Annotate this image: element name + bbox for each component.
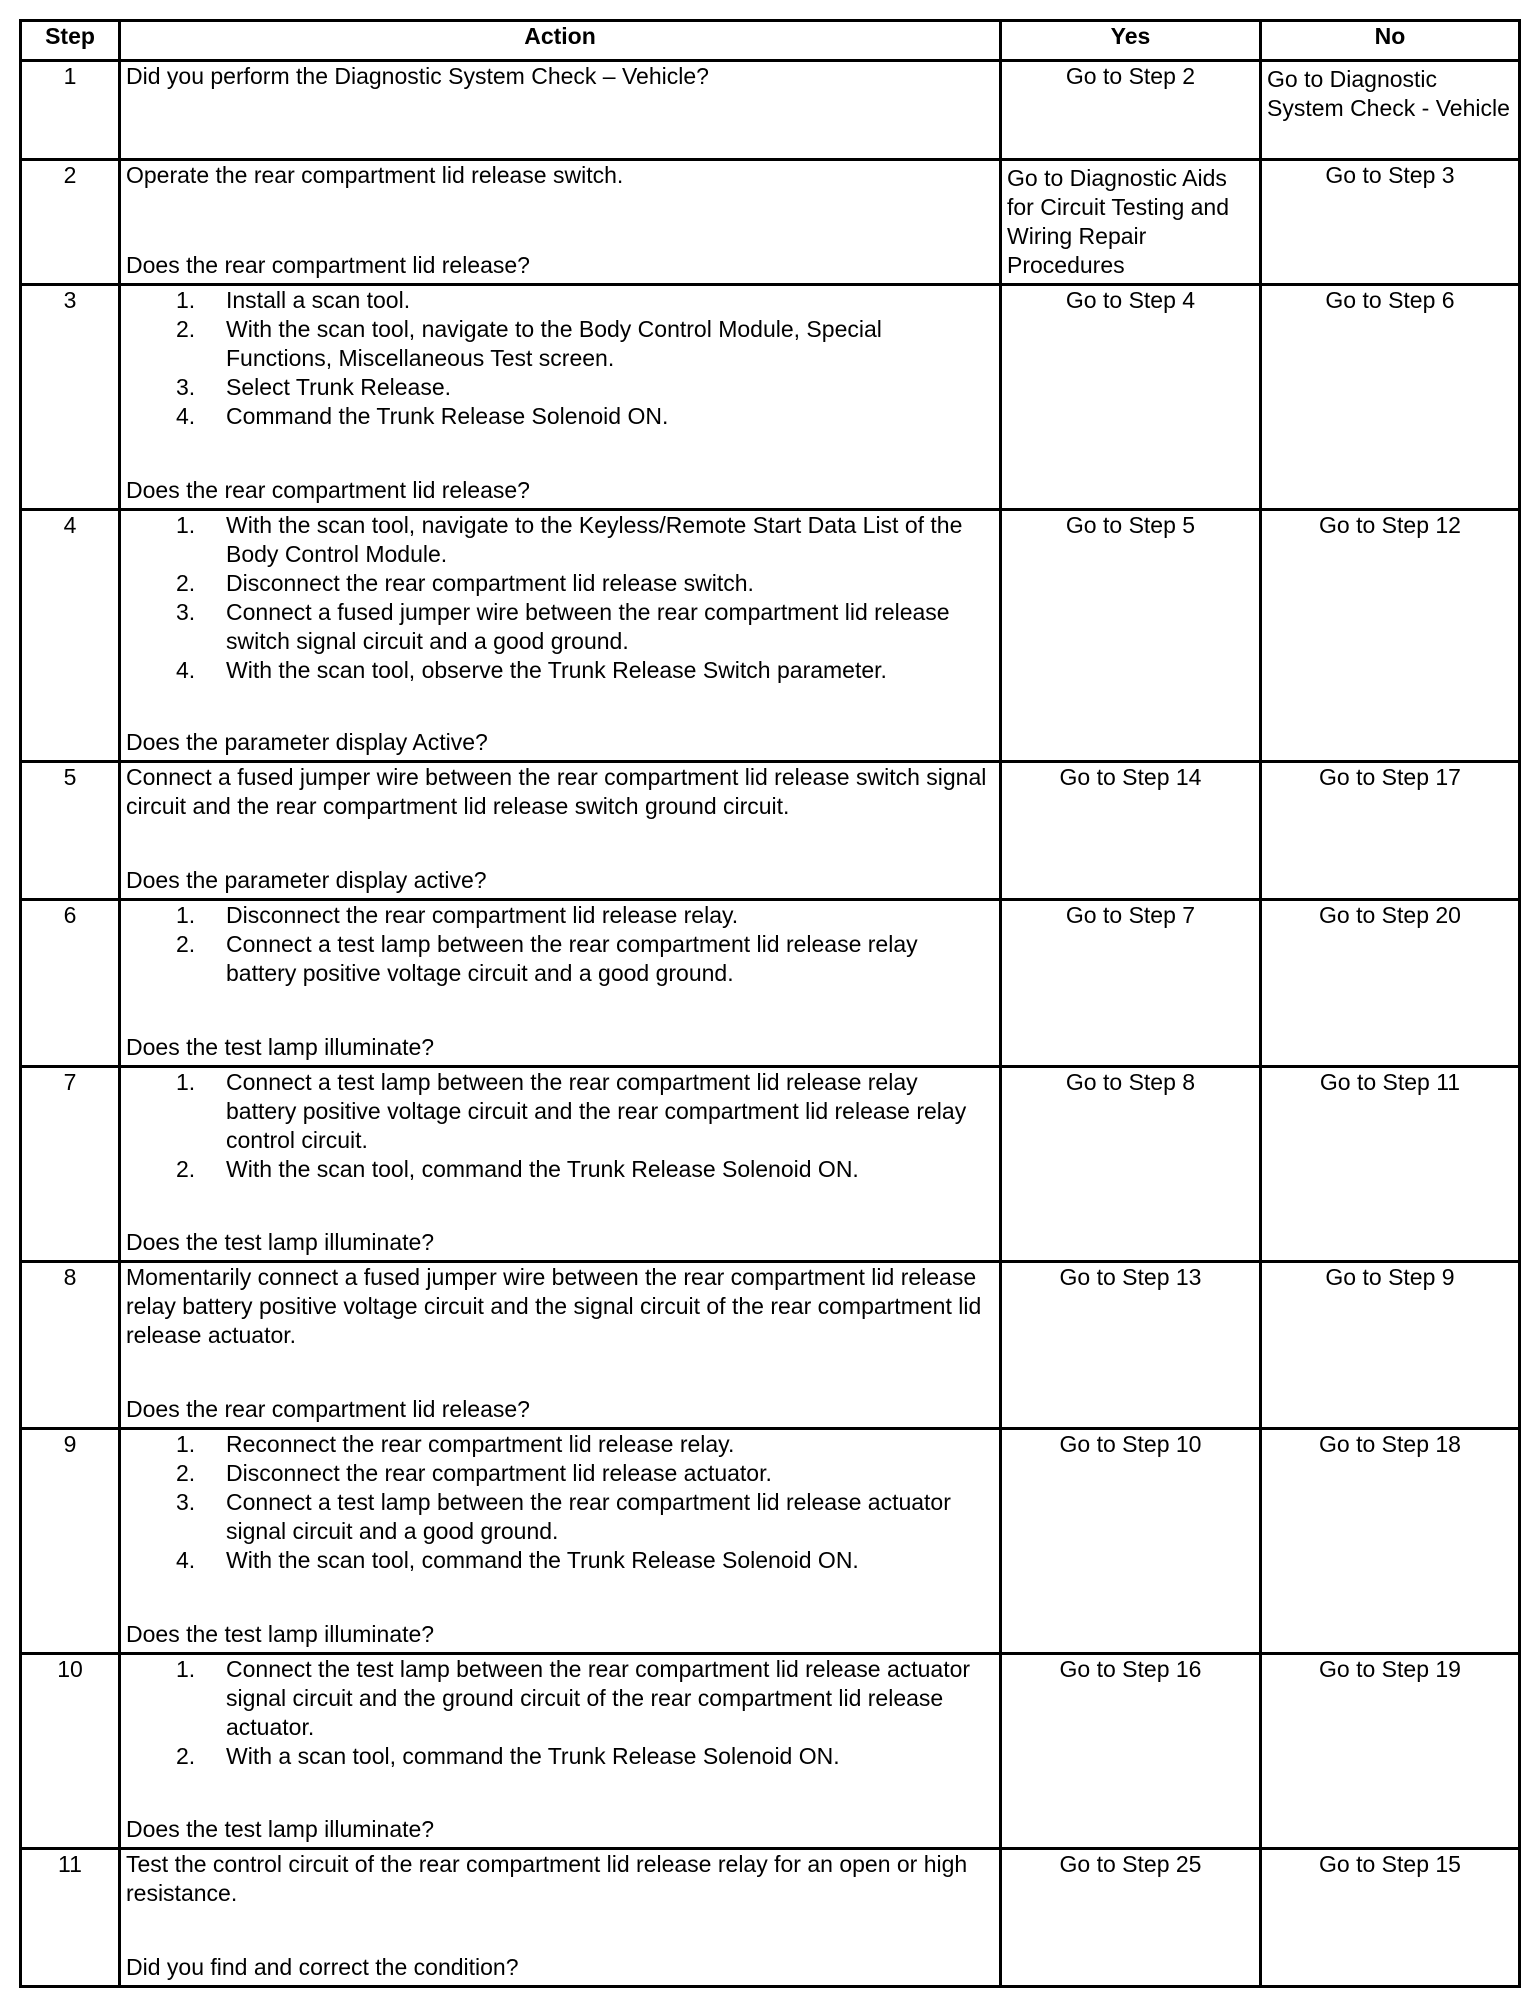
header-row bbox=[21, 21, 1520, 61]
step-number: 5 bbox=[21, 762, 120, 900]
list-item: 3. Connect a test lamp between the rear compartment lid release actuator signal circuit and a good ground. bbox=[176, 1489, 951, 1544]
list-item: 1. Connect a test lamp between the rear compartment lid release relay battery positive voltage circuit and the rear compartment lid release relay control circuit. bbox=[176, 1069, 967, 1153]
action-cell bbox=[120, 61, 1001, 160]
table-row bbox=[21, 762, 1520, 900]
no-cell: Go to Step 19 bbox=[1261, 1654, 1520, 1849]
yes-cell: Go to Step 7 bbox=[1001, 900, 1261, 1067]
list-item: 2. Disconnect the rear compartment lid release switch. bbox=[176, 570, 754, 596]
table-row bbox=[21, 285, 1520, 510]
action-steps bbox=[126, 511, 994, 685]
header-yes: Yes bbox=[1001, 21, 1261, 61]
action-text: Momentarily connect a fused jumper wire between the rear compartment lid release relay battery positive voltage circuit and the signal circuit of the rear compartment lid release actuator. bbox=[126, 1264, 982, 1348]
list-item: 3. Connect a fused jumper wire between the rear compartment lid release switch signal circuit and a good ground. bbox=[176, 599, 950, 654]
action-cell bbox=[120, 160, 1001, 285]
no-cell: Go to Step 11 bbox=[1261, 1067, 1520, 1262]
action-question: Does the rear compartment lid release? bbox=[126, 1396, 530, 1422]
list-item: 1. Install a scan tool. bbox=[176, 287, 411, 313]
header-step: Step bbox=[21, 21, 120, 61]
step-number: 7 bbox=[21, 1067, 120, 1262]
step-number: 3 bbox=[21, 285, 120, 510]
action-text: Operate the rear compartment lid release switch. bbox=[126, 162, 624, 188]
action-question: Does the test lamp illuminate? bbox=[126, 1229, 435, 1255]
table-row bbox=[21, 1429, 1520, 1654]
list-item: 1. Disconnect the rear compartment lid release relay. bbox=[176, 902, 739, 928]
action-steps bbox=[126, 1068, 994, 1184]
yes-cell: Go to Step 8 bbox=[1001, 1067, 1261, 1262]
action-cell bbox=[120, 1429, 1001, 1654]
action-question: Does the test lamp illuminate? bbox=[126, 1816, 435, 1842]
list-item: 1. With the scan tool, navigate to the Keyless/Remote Start Data List of the Body Control Module. bbox=[176, 512, 963, 567]
header-no: No bbox=[1261, 21, 1520, 61]
action-steps bbox=[126, 1655, 994, 1771]
yes-cell: Go to Step 16 bbox=[1001, 1654, 1261, 1849]
header-action: Action bbox=[120, 21, 1001, 61]
step-number: 11 bbox=[21, 1849, 120, 1987]
table-row bbox=[21, 1262, 1520, 1429]
table-row bbox=[21, 510, 1520, 762]
yes-cell: Go to Diagnostic Aids for Circuit Testing and Wiring Repair Procedures bbox=[1001, 160, 1261, 285]
list-item: 4. Command the Trunk Release Solenoid ON. bbox=[176, 403, 669, 429]
action-cell bbox=[120, 1849, 1001, 1987]
diagnostic-table bbox=[19, 19, 1521, 1988]
step-number: 2 bbox=[21, 160, 120, 285]
step-number: 6 bbox=[21, 900, 120, 1067]
table-row bbox=[21, 1654, 1520, 1849]
no-cell: Go to Step 3 bbox=[1261, 160, 1520, 285]
no-cell: Go to Step 9 bbox=[1261, 1262, 1520, 1429]
action-text: Test the control circuit of the rear compartment lid release relay for an open or high resistance. bbox=[126, 1851, 968, 1906]
action-question: Does the test lamp illuminate? bbox=[126, 1621, 435, 1647]
no-cell: Go to Step 18 bbox=[1261, 1429, 1520, 1654]
no-cell: Go to Step 17 bbox=[1261, 762, 1520, 900]
action-cell bbox=[120, 510, 1001, 762]
list-item: 1. Connect the test lamp between the rear compartment lid release actuator signal circuit and the ground circuit of the rear compartment lid release actuator. bbox=[176, 1656, 971, 1740]
action-question: Does the rear compartment lid release? bbox=[126, 252, 530, 278]
no-cell: Go to Diagnostic System Check - Vehicle bbox=[1261, 61, 1520, 160]
action-text: Connect a fused jumper wire between the rear compartment lid release switch signal circuit and the rear compartment lid release switch ground circuit. bbox=[126, 764, 987, 819]
action-cell bbox=[120, 900, 1001, 1067]
action-cell bbox=[120, 1262, 1001, 1429]
step-number: 1 bbox=[21, 61, 120, 160]
yes-cell: Go to Step 14 bbox=[1001, 762, 1261, 900]
action-text: Did you perform the Diagnostic System Check – Vehicle? bbox=[126, 63, 709, 89]
yes-cell: Go to Step 4 bbox=[1001, 285, 1261, 510]
action-question: Does the parameter display Active? bbox=[126, 729, 488, 755]
yes-cell: Go to Step 5 bbox=[1001, 510, 1261, 762]
step-number: 9 bbox=[21, 1429, 120, 1654]
action-question: Does the parameter display active? bbox=[126, 867, 487, 893]
yes-cell: Go to Step 13 bbox=[1001, 1262, 1261, 1429]
table-row bbox=[21, 1849, 1520, 1987]
action-question: Does the rear compartment lid release? bbox=[126, 477, 530, 503]
table-row bbox=[21, 61, 1520, 160]
list-item: 2. With the scan tool, command the Trunk Release Solenoid ON. bbox=[176, 1156, 859, 1182]
list-item: 2. With a scan tool, command the Trunk Release Solenoid ON. bbox=[176, 1743, 840, 1769]
action-steps bbox=[126, 286, 994, 431]
step-number: 10 bbox=[21, 1654, 120, 1849]
yes-cell: Go to Step 25 bbox=[1001, 1849, 1261, 1987]
no-cell: Go to Step 15 bbox=[1261, 1849, 1520, 1987]
step-number: 4 bbox=[21, 510, 120, 762]
table-row bbox=[21, 900, 1520, 1067]
list-item: 4. With the scan tool, command the Trunk Release Solenoid ON. bbox=[176, 1547, 859, 1573]
action-steps bbox=[126, 1430, 994, 1575]
step-number: 8 bbox=[21, 1262, 120, 1429]
table-row bbox=[21, 1067, 1520, 1262]
action-question: Does the test lamp illuminate? bbox=[126, 1034, 435, 1060]
list-item: 4. With the scan tool, observe the Trunk Release Switch parameter. bbox=[176, 657, 887, 683]
list-item: 3. Select Trunk Release. bbox=[176, 374, 452, 400]
yes-cell: Go to Step 10 bbox=[1001, 1429, 1261, 1654]
action-cell bbox=[120, 285, 1001, 510]
list-item: 2. Connect a test lamp between the rear compartment lid release relay battery positive voltage circuit and a good ground. bbox=[176, 931, 918, 986]
list-item: 1. Reconnect the rear compartment lid release relay. bbox=[176, 1431, 735, 1457]
table-row bbox=[21, 160, 1520, 285]
action-cell bbox=[120, 1067, 1001, 1262]
action-cell bbox=[120, 762, 1001, 900]
action-cell bbox=[120, 1654, 1001, 1849]
list-item: 2. With the scan tool, navigate to the Body Control Module, Special Functions, Miscellaneous Test screen. bbox=[176, 316, 882, 371]
no-cell: Go to Step 20 bbox=[1261, 900, 1520, 1067]
no-cell: Go to Step 6 bbox=[1261, 285, 1520, 510]
yes-cell: Go to Step 2 bbox=[1001, 61, 1261, 160]
list-item: 2. Disconnect the rear compartment lid release actuator. bbox=[176, 1460, 772, 1486]
no-cell: Go to Step 12 bbox=[1261, 510, 1520, 762]
action-question: Did you find and correct the condition? bbox=[126, 1954, 519, 1980]
action-steps bbox=[126, 901, 994, 988]
